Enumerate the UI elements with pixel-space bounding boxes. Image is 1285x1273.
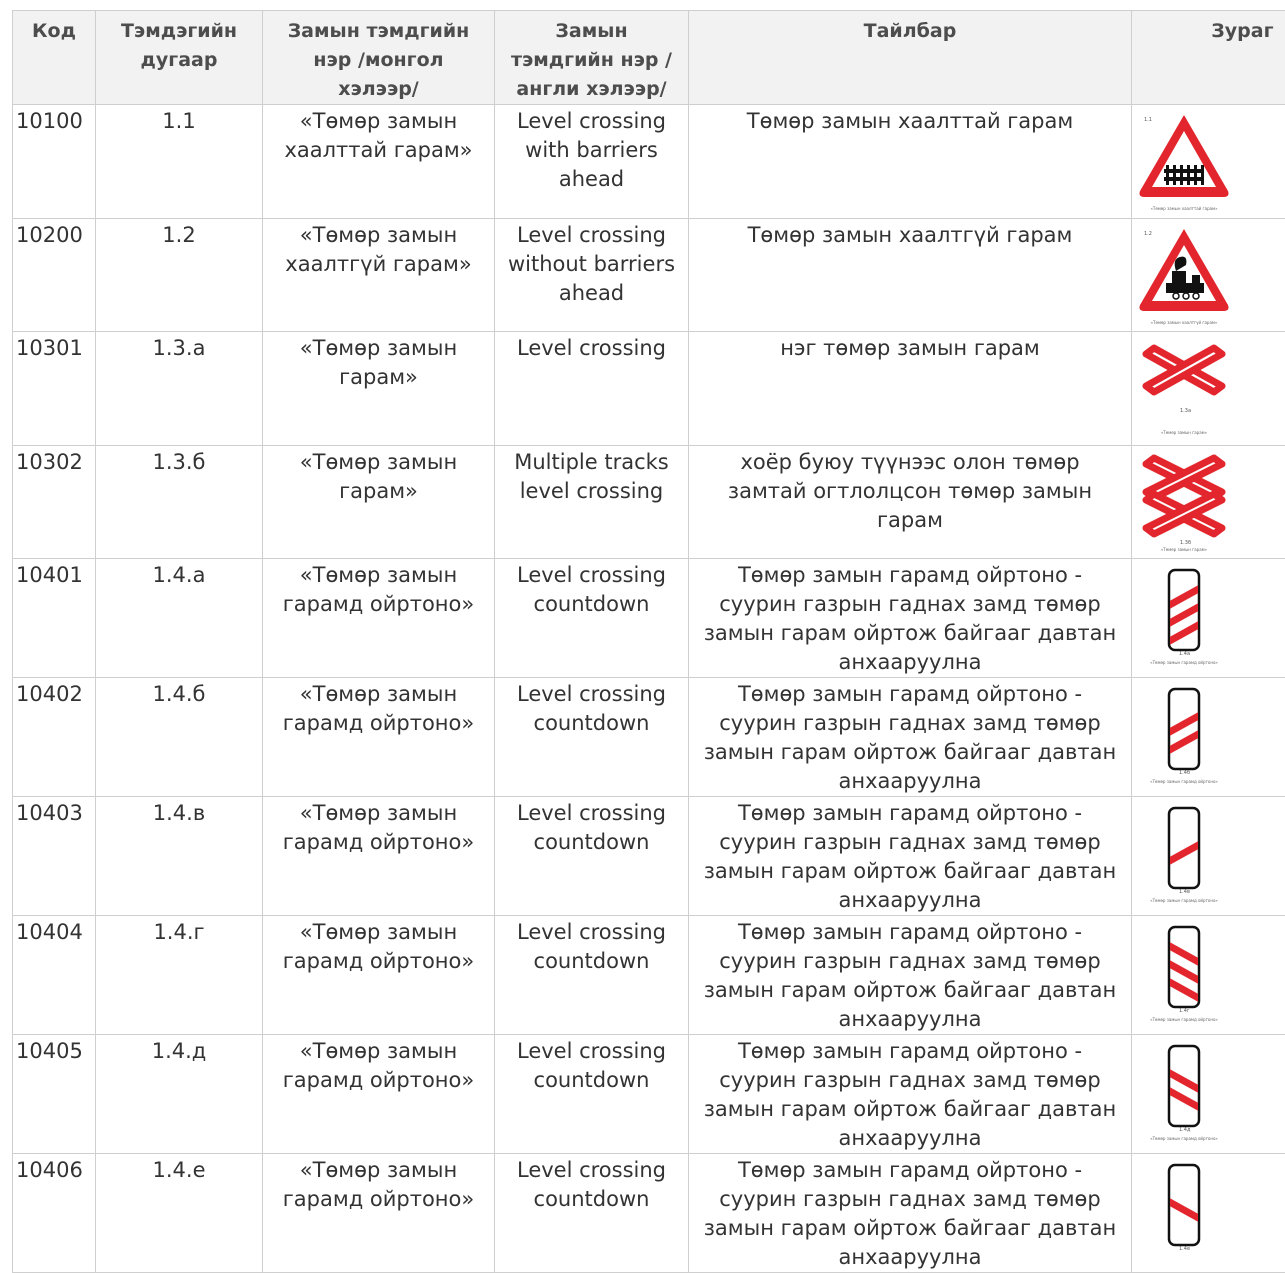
cell-description: Төмөр замын хаалттай гарам	[689, 105, 1132, 219]
cell-code: 10402	[13, 678, 96, 797]
cell-code: 10301	[13, 332, 96, 446]
table-row	[13, 678, 1285, 797]
cell-image	[1132, 105, 1285, 219]
cell-sign-number: 1.3.б	[96, 445, 263, 559]
cell-sign-number: 1.4.а	[96, 559, 263, 678]
countdown-2-stripes-left-sign-icon	[1136, 1041, 1232, 1145]
cell-name-mongolian: «Төмөр замын хаалттай гарам»	[263, 105, 495, 219]
header-name-english: Замын тэмдгийн нэр /англи хэлээр/	[495, 11, 689, 105]
cell-description: Төмөр замын гарамд ойртоно - суурин газрын гаднах замд төмөр замын гарам ойртож байгааг давтан анхааруулна	[689, 678, 1132, 797]
sign-caption: «Төмөр замын гарамд ойртоно»	[1136, 660, 1232, 665]
cell-name-mongolian: «Төмөр замын гарамд ойртоно»	[263, 678, 495, 797]
cell-code: 10302	[13, 445, 96, 559]
sign-number-label: 1.4д	[1179, 1127, 1190, 1133]
countdown-3-stripes-left-sign-icon	[1136, 922, 1232, 1026]
cell-image	[1132, 1035, 1285, 1154]
cell-description: Төмөр замын гарамд ойртоно - суурин газрын гаднах замд төмөр замын гарам ойртож байгааг давтан анхааруулна	[689, 797, 1132, 916]
cell-name-mongolian: «Төмөр замын гарамд ойртоно»	[263, 559, 495, 678]
sign-number-label: 1.4б	[1179, 770, 1190, 776]
cell-sign-number: 1.2	[96, 218, 263, 332]
road-signs-table	[12, 10, 1285, 1273]
cell-name-english: Level crossing with barriers ahead	[495, 105, 689, 219]
table-row	[13, 1154, 1285, 1273]
single-cross-sign-icon	[1136, 338, 1232, 442]
level-crossing-barrier-sign-icon	[1136, 111, 1232, 215]
countdown-3-stripes-sign-icon	[1136, 565, 1232, 669]
cell-name-english: Level crossing without barriers ahead	[495, 218, 689, 332]
cell-name-english: Level crossing countdown	[495, 797, 689, 916]
table-header-row	[13, 11, 1285, 105]
cell-name-mongolian: «Төмөр замын гарамд ойртоно»	[263, 916, 495, 1035]
header-sign-number: Тэмдэгийн дугаар	[96, 11, 263, 105]
cell-code: 10100	[13, 105, 96, 219]
cell-sign-number: 1.4.д	[96, 1035, 263, 1154]
table-row	[13, 105, 1285, 219]
cell-description: Төмөр замын хаалтгүй гарам	[689, 218, 1132, 332]
sign-caption: «Төмөр замын гарамд ойртоно»	[1136, 779, 1232, 784]
cell-description: хоёр буюу түүнээс олон төмөр замтай огтлолцсон төмөр замын гарам	[689, 445, 1132, 559]
cell-name-mongolian: «Төмөр замын гарам»	[263, 445, 495, 559]
double-cross-sign-icon	[1136, 452, 1232, 556]
cell-code: 10200	[13, 218, 96, 332]
header-name-mongolian: Замын тэмдгийн нэр /монгол хэлээр/	[263, 11, 495, 105]
sign-number-label: 1.4г	[1179, 1008, 1190, 1014]
cell-name-english: Level crossing countdown	[495, 678, 689, 797]
level-crossing-locomotive-sign-icon	[1136, 225, 1232, 329]
cell-sign-number: 1.4.е	[96, 1154, 263, 1273]
header-code: Код	[13, 11, 96, 105]
sign-caption: «Төмөр замын хаалттай гарам»	[1136, 206, 1232, 211]
sign-number-label: 1.2	[1144, 231, 1152, 237]
sign-caption: «Төмөр замын гарам»	[1136, 430, 1232, 435]
cell-image	[1132, 559, 1285, 678]
cell-image	[1132, 218, 1285, 332]
cell-code: 10405	[13, 1035, 96, 1154]
cell-description: Төмөр замын гарамд ойртоно - суурин газрын гаднах замд төмөр замын гарам ойртож байгааг давтан анхааруулна	[689, 559, 1132, 678]
sign-caption: «Төмөр замын гарамд ойртоно»	[1136, 898, 1232, 903]
table-row	[13, 332, 1285, 446]
countdown-1-stripe-sign-icon	[1136, 803, 1232, 907]
cell-name-english: Level crossing	[495, 332, 689, 446]
cell-name-mongolian: «Төмөр замын гарамд ойртоно»	[263, 1154, 495, 1273]
cell-description: Төмөр замын гарамд ойртоно - суурин газрын гаднах замд төмөр замын гарам ойртож байгааг давтан анхааруулна	[689, 1035, 1132, 1154]
cell-image	[1132, 916, 1285, 1035]
table-row	[13, 797, 1285, 916]
sign-caption: «Төмөр замын гарамд ойртоно»	[1136, 1017, 1232, 1022]
sign-number-label: 1.3а	[1180, 408, 1191, 414]
cell-image	[1132, 797, 1285, 916]
sign-number-label: 1.4в	[1179, 889, 1190, 895]
cell-sign-number: 1.4.б	[96, 678, 263, 797]
cell-image	[1132, 445, 1285, 559]
cell-image	[1132, 678, 1285, 797]
sign-number-label: 1.3б	[1180, 540, 1191, 546]
cell-name-english: Level crossing countdown	[495, 1035, 689, 1154]
sign-caption: «Төмөр замын гарамд ойртоно»	[1136, 1136, 1232, 1141]
sign-number-label: 1.4е	[1179, 1246, 1190, 1252]
cell-name-mongolian: «Төмөр замын гарамд ойртоно»	[263, 1035, 495, 1154]
sign-caption: «Төмөр замын гарам»	[1136, 547, 1232, 552]
table-row	[13, 559, 1285, 678]
cell-name-english: Level crossing countdown	[495, 916, 689, 1035]
header-image: Зураг	[1132, 11, 1285, 105]
table-row	[13, 445, 1285, 559]
cell-code: 10403	[13, 797, 96, 916]
cell-description: Төмөр замын гарамд ойртоно - суурин газрын гаднах замд төмөр замын гарам ойртож байгааг давтан анхааруулна	[689, 1154, 1132, 1273]
table-row	[13, 1035, 1285, 1154]
table-row	[13, 916, 1285, 1035]
cell-sign-number: 1.1	[96, 105, 263, 219]
cell-name-english: Level crossing countdown	[495, 559, 689, 678]
cell-code: 10404	[13, 916, 96, 1035]
cell-sign-number: 1.4.г	[96, 916, 263, 1035]
cell-name-english: Level crossing countdown	[495, 1154, 689, 1273]
cell-name-mongolian: «Төмөр замын хаалтгүй гарам»	[263, 218, 495, 332]
cell-description: нэг төмөр замын гарам	[689, 332, 1132, 446]
cell-description: Төмөр замын гарамд ойртоно - суурин газрын гаднах замд төмөр замын гарам ойртож байгааг давтан анхааруулна	[689, 916, 1132, 1035]
table-row	[13, 218, 1285, 332]
cell-sign-number: 1.3.а	[96, 332, 263, 446]
sign-caption: «Төмөр замын хаалтгүй гарам»	[1136, 320, 1232, 325]
cell-code: 10406	[13, 1154, 96, 1273]
sign-number-label: 1.1	[1144, 117, 1152, 123]
countdown-2-stripes-sign-icon	[1136, 684, 1232, 788]
sign-number-label: 1.4а	[1179, 651, 1190, 657]
countdown-1-stripe-left-sign-icon	[1136, 1160, 1232, 1264]
cell-name-english: Multiple tracks level crossing	[495, 445, 689, 559]
cell-image	[1132, 332, 1285, 446]
cell-name-mongolian: «Төмөр замын гарамд ойртоно»	[263, 797, 495, 916]
header-description: Тайлбар	[689, 11, 1132, 105]
cell-image	[1132, 1154, 1285, 1273]
cell-sign-number: 1.4.в	[96, 797, 263, 916]
cell-code: 10401	[13, 559, 96, 678]
cell-name-mongolian: «Төмөр замын гарам»	[263, 332, 495, 446]
